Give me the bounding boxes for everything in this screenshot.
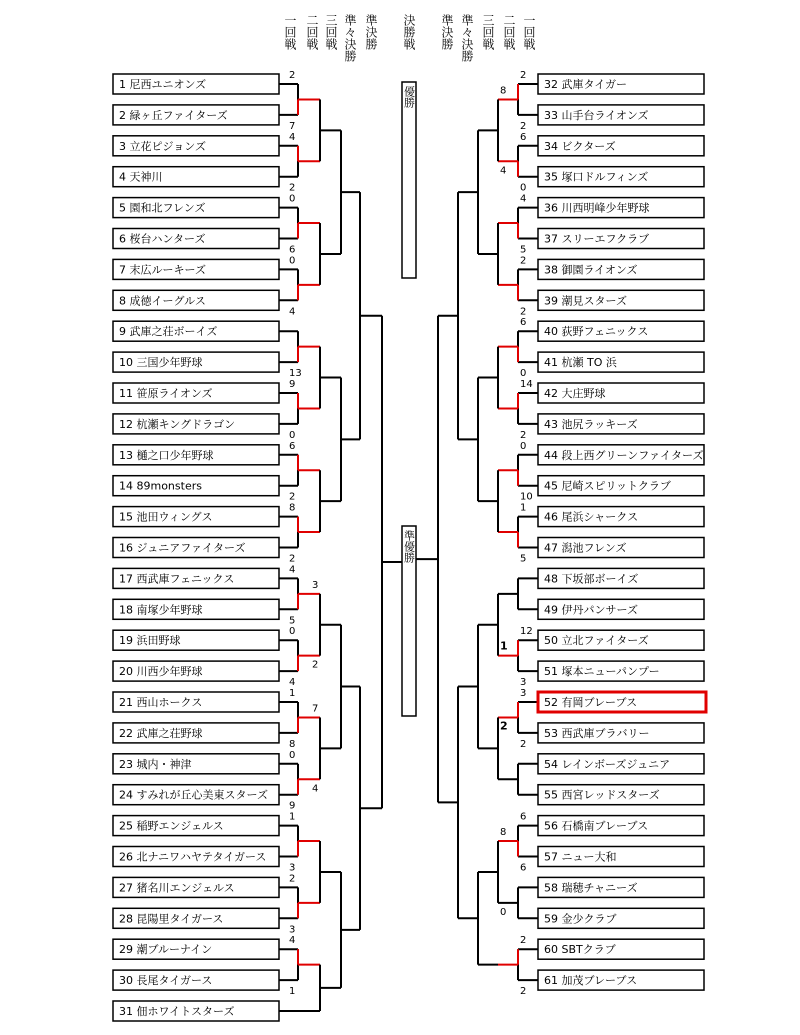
score-left-top: 4 [289, 564, 296, 576]
team-name-left: 26 北ナニワハヤテタイガース [119, 850, 267, 864]
team-name-left: 7 末広ルーキーズ [119, 263, 206, 277]
score-right-bottom: 5 [520, 244, 527, 256]
header-right-1: 準決勝 [440, 14, 454, 50]
team-name-right: 48 下坂部ボーイズ [544, 572, 639, 586]
team-name-left: 21 西山ホークス [119, 696, 203, 709]
score-left-top: 1 [289, 688, 296, 699]
team-name-left: 25 稲野エンジェルス [119, 819, 224, 833]
team-name-right: 33 山手台ライオンズ [544, 108, 649, 122]
team-name-right: 40 荻野フェニックス [544, 325, 649, 339]
team-name-left: 2 緑ヶ丘ファイターズ [119, 108, 228, 122]
score-right-bottom: 2 [520, 429, 527, 441]
score-right-bottom: 2 [520, 120, 527, 132]
team-name-right: 43 池尻ラッキーズ [544, 417, 638, 431]
score-left-bottom: 4 [289, 677, 296, 689]
score-left-bottom: 1 [289, 986, 296, 998]
score-right-r2-top: 1 [500, 639, 508, 653]
team-name-right: 41 杭瀬 TO 浜 [544, 356, 617, 370]
team-name-left: 6 桜台ハンターズ [119, 232, 206, 246]
team-name-right: 58 瑞穂チャニーズ [544, 881, 638, 895]
team-name-right: 44 段上西グリーンファイターズ [544, 448, 704, 462]
score-left-top: 2 [289, 873, 296, 885]
team-name-right: 54 レインボーズジュニア [544, 757, 671, 771]
score-right-bottom: 2 [520, 306, 527, 318]
score-right-bottom: 10 [520, 491, 533, 503]
score-right-bottom: 2 [520, 986, 527, 998]
score-left-bottom: 7 [289, 120, 296, 132]
team-name-right: 42 大庄野球 [544, 387, 606, 400]
score-left-top: 0 [289, 255, 296, 267]
team-name-left: 17 西武庫フェニックス [119, 572, 235, 586]
team-name-right: 57 ニュー大和 [544, 850, 617, 864]
score-right-top: 0 [520, 440, 527, 452]
score-left-bottom: 9 [289, 800, 296, 812]
score-right-bottom: 5 [520, 553, 527, 565]
team-name-left: 31 佃ホワイトスターズ [119, 1005, 235, 1018]
runner-up-label: 準優勝 [402, 530, 416, 563]
team-name-left: 9 武庫之荘ボーイズ [119, 325, 218, 339]
score-left-top: 9 [289, 379, 296, 390]
score-left-bottom: 4 [289, 306, 296, 318]
score-left-r2-bottom: 4 [312, 783, 319, 795]
team-name-left: 13 樋之口少年野球 [119, 448, 214, 462]
score-left-r2-bottom: 2 [312, 659, 319, 671]
score-left-r2-top: 3 [312, 579, 319, 591]
team-name-left: 3 立花ピジョンズ [119, 139, 206, 153]
score-right-r2-top: 8 [500, 85, 507, 97]
score-right-top: 6 [520, 317, 527, 329]
team-name-left: 30 長尾タイガース [119, 974, 213, 988]
score-left-top: 0 [289, 193, 296, 205]
team-name-right: 32 武庫タイガー [544, 78, 627, 91]
team-name-right: 47 潟池フレンズ [544, 541, 627, 555]
team-name-left: 10 三国少年野球 [119, 356, 203, 370]
team-name-right: 46 尾浜シャークス [544, 510, 639, 524]
team-name-left: 19 浜田野球 [119, 634, 181, 648]
header-left-4: 準々決勝 [343, 14, 357, 62]
header-right-3: 三回戦 [481, 14, 495, 50]
score-left-bottom: 3 [289, 862, 296, 874]
score-left-bottom: 2 [289, 491, 296, 503]
team-name-right: 35 塚口ドルフィンズ [544, 170, 649, 184]
team-name-right: 38 御園ライオンズ [544, 263, 638, 277]
team-name-left: 24 すみれが丘心美東スターズ [119, 788, 268, 802]
score-right-top: 3 [520, 688, 527, 699]
score-left-bottom: 0 [289, 429, 296, 441]
header-left-1: 一回戦 [283, 14, 297, 50]
score-left-bottom: 8 [289, 738, 296, 750]
score-right-r2-bottom: 4 [500, 165, 507, 177]
team-name-left: 23 城内・神津 [119, 757, 192, 771]
score-right-bottom: 6 [520, 862, 527, 874]
score-right-top: 1 [520, 502, 527, 514]
team-name-right: 37 スリーエフクラブ [544, 232, 650, 246]
score-right-top: 4 [520, 193, 527, 205]
score-right-bottom: 0 [520, 182, 527, 194]
team-name-right: 49 伊丹パンサーズ [544, 603, 638, 617]
score-left-top: 4 [289, 935, 296, 947]
team-name-right: 60 SBTクラブ [544, 943, 616, 957]
team-name-left: 15 池田ウィングス [119, 510, 213, 524]
score-left-bottom: 5 [289, 615, 296, 627]
team-name-left: 12 杭瀬キングドラゴン [119, 417, 236, 431]
score-left-bottom: 3 [289, 924, 296, 936]
team-name-left: 16 ジュニアファイターズ [119, 541, 246, 555]
header-left-3: 三回戦 [324, 14, 338, 50]
score-left-bottom: 2 [289, 182, 296, 194]
team-name-left: 28 昆陽里タイガース [119, 912, 224, 926]
score-right-top: 12 [520, 626, 533, 638]
score-right-top: 2 [520, 70, 527, 81]
score-right-bottom: 0 [520, 368, 527, 380]
champion-label: 優勝 [402, 86, 416, 108]
header-right-5: 一回戦 [522, 14, 536, 50]
score-right-bottom: 2 [520, 738, 527, 750]
header-left-2: 二回戦 [305, 14, 319, 50]
team-name-left: 29 潮ブルーナイン [119, 943, 213, 957]
score-right-r2-bottom: 2 [500, 719, 508, 733]
score-left-r2-top: 7 [312, 703, 319, 715]
team-name-right: 61 加茂ブレーブス [544, 974, 638, 988]
round-headers [283, 13, 536, 62]
score-left-top: 0 [289, 749, 296, 761]
score-left-bottom: 2 [289, 553, 296, 565]
team-name-left: 5 園和北フレンズ [119, 201, 206, 215]
right-team-list [538, 74, 706, 990]
team-name-left: 18 南塚少年野球 [119, 603, 203, 617]
score-right-top: 2 [520, 935, 527, 947]
team-name-left: 8 成徳イーグルス [119, 294, 206, 308]
final-area [402, 82, 416, 716]
team-name-right: 51 塚本ニューパンプー [544, 665, 660, 679]
team-name-left: 11 笹原ライオンズ [119, 387, 213, 400]
team-name-right: 45 尼崎スピリットクラブ [544, 479, 671, 493]
score-left-top: 1 [289, 811, 296, 823]
team-name-right: 56 石橋南ブレーブス [544, 819, 649, 833]
team-name-left: 27 猪名川エンジェルス [119, 881, 235, 895]
score-right-top: 2 [520, 255, 527, 267]
header-left-5: 準決勝 [364, 14, 378, 50]
score-left-top: 0 [289, 626, 296, 638]
team-name-left: 1 尼西ユニオンズ [119, 78, 207, 91]
team-name-right: 55 西宮レッドスターズ [544, 788, 660, 802]
score-left-top: 8 [289, 502, 296, 514]
team-name-right: 52 有岡ブレーブス [544, 696, 638, 709]
team-name-left: 4 天神川 [119, 170, 163, 184]
score-left-bottom: 6 [289, 244, 296, 256]
score-left-bottom: 13 [289, 368, 302, 380]
team-name-right: 39 潮見スターズ [544, 294, 627, 308]
score-right-r2-bottom: 0 [500, 906, 507, 918]
team-name-left: 22 武庫之荘野球 [119, 726, 203, 740]
team-name-left: 14 89monsters [119, 479, 202, 493]
champion-panel [402, 82, 416, 278]
team-name-right: 53 西武庫ブラバリー [544, 726, 650, 740]
score-right-bottom: 3 [520, 677, 527, 689]
team-name-right: 59 金少クラブ [544, 912, 617, 926]
score-right-top: 6 [520, 811, 527, 823]
header-final: 決勝戦 [402, 14, 416, 50]
score-left-top: 4 [289, 131, 296, 143]
score-right-top: 14 [520, 379, 533, 390]
team-name-left: 20 川西少年野球 [119, 665, 203, 679]
score-left-top: 2 [289, 70, 296, 81]
left-team-list [113, 74, 279, 1021]
team-name-right: 36 川西明峰少年野球 [544, 201, 650, 215]
header-right-2: 準々決勝 [460, 14, 474, 62]
score-right-r2-top: 8 [500, 827, 507, 839]
score-right-top: 6 [520, 131, 527, 143]
team-name-right: 50 立北ファイターズ [544, 634, 649, 648]
header-right-4: 二回戦 [502, 14, 516, 50]
score-left-top: 6 [289, 440, 296, 452]
team-name-right: 34 ビクターズ [544, 139, 616, 153]
